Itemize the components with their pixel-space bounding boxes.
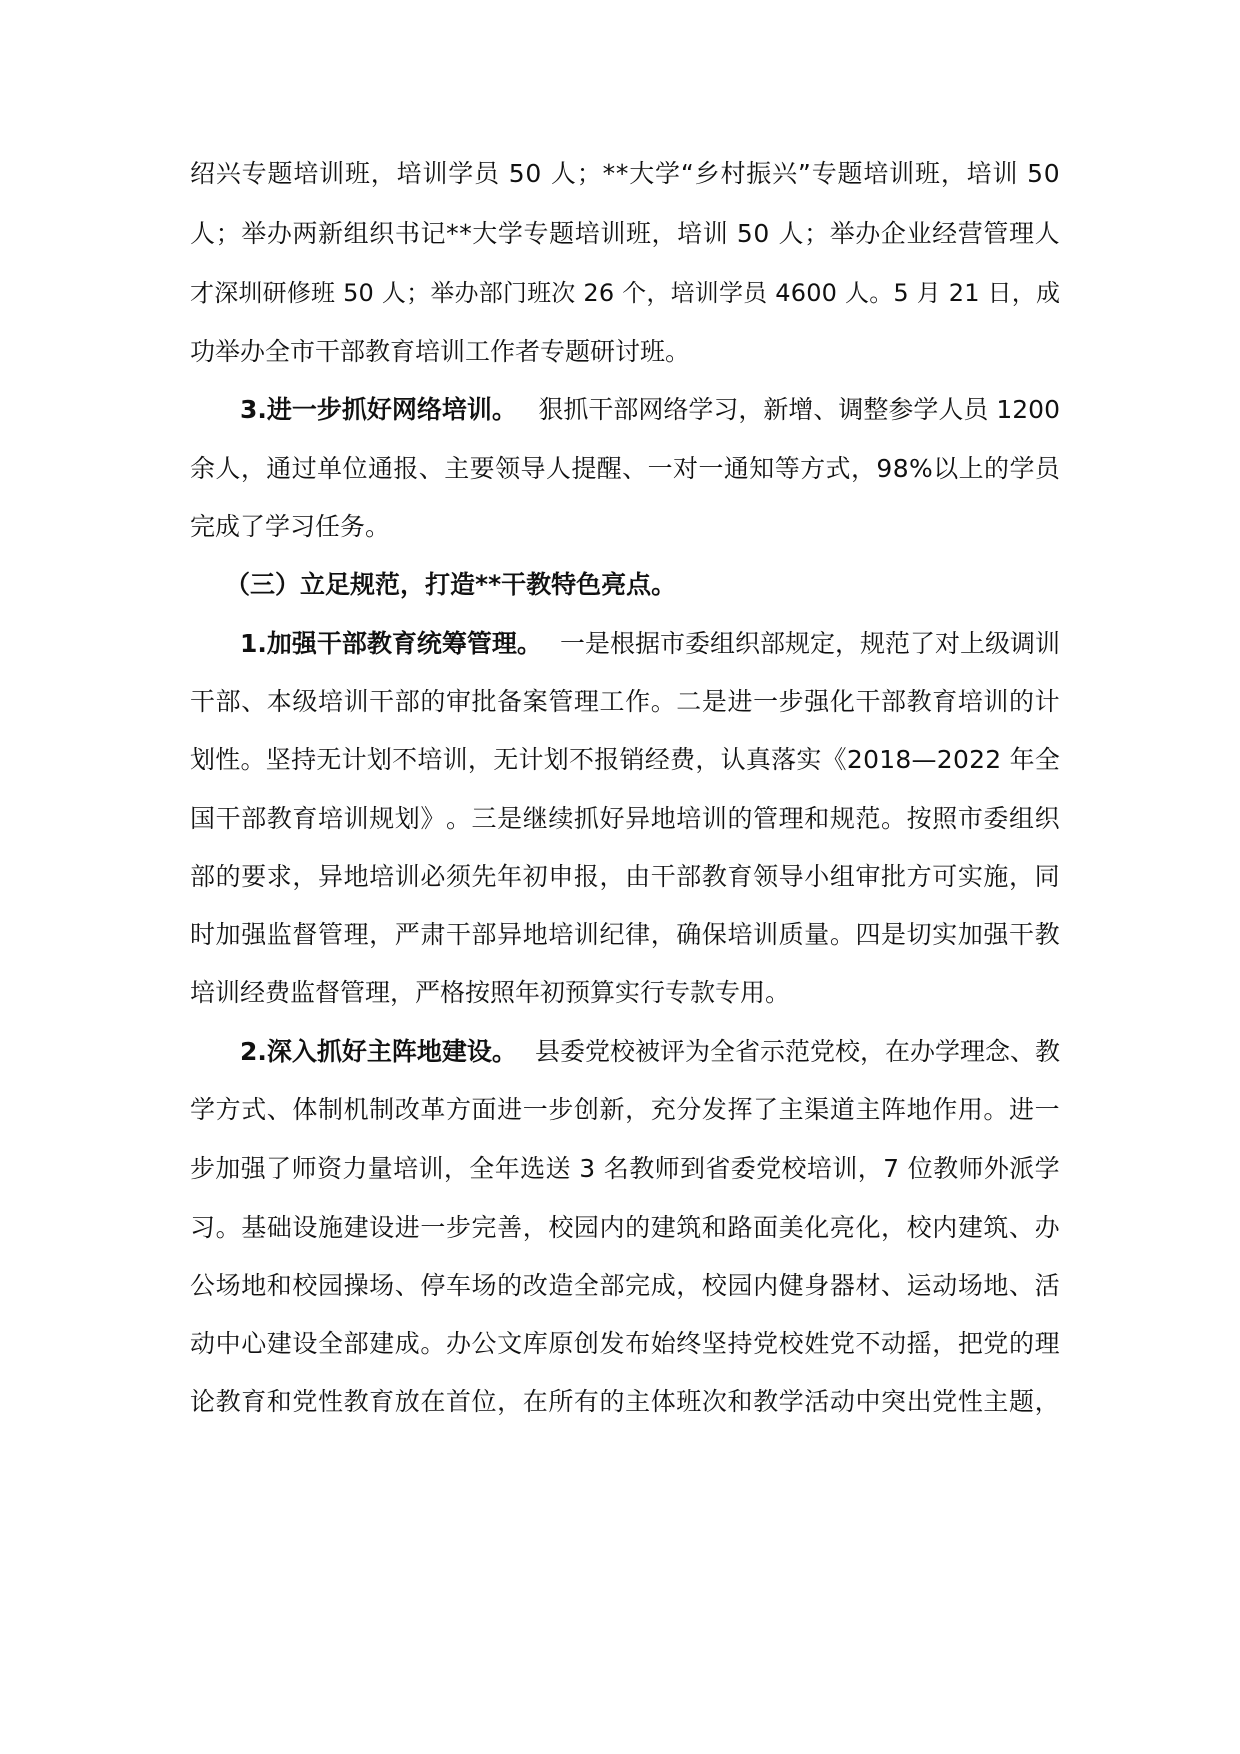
paragraph-line: 功举办全市干部教育培训工作者专题研讨班。 [190,337,691,366]
paragraph-line: 时 加 强 监 督 管 理 ， 严 肃 干 部 异 地 培 训 纪 律 ， 确 保 培 训 质 量 。 四 是 切 实 加 强 干 教 [190,920,1060,949]
paragraph-line: 步 加 强 了 师 资 力 量 培 训 ， 全 年 选 送 3 名 教 师 到 省 委 党 校 培 训 ， 7 位 教 师 外 派 学 [190,1154,1060,1183]
paragraph-line: 绍 兴 专 题 培 训 班 ， 培 训 学 员 5 0 人 ； * * 大 学 “ 乡 村 振 兴 ” 专 题 培 训 班 ， 培 训 5 0 [190,159,1060,188]
paragraph-line: 干 部 、 本 级 培 训 干 部 的 审 批 备 案 管 理 工 作 。 二 是 进 一 步 强 化 干 部 教 育 培 训 的 计 [190,687,1060,716]
paragraph-line: 余 人 ， 通 过 单 位 通 报 、 主 要 领 导 人 提 醒 、 一 对 一 通 知 等 方 式 ， 9 8 % 以 上 的 学 员 [190,454,1060,483]
paragraph-line: 学 方 式 、 体 制 机 制 改 革 方 面 进 一 步 创 新 ， 充 分 发 挥 了 主 渠 道 主 阵 地 作 用 。 进 一 [190,1095,1060,1124]
paragraph-line: 国 干 部 教 育 培 训 规 划 》 。 三 是 继 续 抓 好 异 地 培 训 的 管 理 和 规 范 。 按 照 市 委 组 织 [190,804,1060,833]
item-3-first-line [240,388,1060,432]
item-1-lead: 1.加强干部教育统筹管理。 [240,629,542,658]
paragraph-line: 划 性 。 坚 持 无 计 划 不 培 训 ， 无 计 划 不 报 销 经 费 ， 认 真 落 实 《 2 0 1 8 — 2 0 2 2 年 全 [190,745,1060,774]
item-3-line1-rest: 狠抓干部网络学习，新增、调整参学人员 1200 [538,395,1060,424]
paragraph-line: 论 教 育 和 党 性 教 育 放 在 首 位 ， 在 所 有 的 主 体 班 次 和 教 学 活 动 中 突 出 党 性 主 题 ， [190,1387,1060,1416]
item-1-line1-rest: 一是根据市委组织部规定，规范了对上级调训 [559,629,1060,658]
paragraph-line: 培训经费监督管理，严格按照年初预算实行专款专用。 [190,978,791,1007]
paragraph-line: 动 中 心 建 设 全 部 建 成 。 办 公 文 库 原 创 发 布 始 终 坚 持 党 校 姓 党 不 动 摇 ， 把 党 的 理 [190,1329,1060,1358]
paragraph-line: 完成了学习任务。 [190,512,391,541]
paragraph-line: 部 的 要 求 ， 异 地 培 训 必 须 先 年 初 申 报 ， 由 干 部 教 育 领 导 小 组 审 批 方 可 实 施 ， 同 [190,862,1060,891]
item-2-first-line [240,1030,1060,1074]
item-2-line1-rest: 县委党校被评为全省示范党校，在办学理念、教 [534,1037,1060,1066]
paragraph-line: 公 场 地 和 校 园 操 场 、 停 车 场 的 改 造 全 部 完 成 ， 校 园 内 健 身 器 材 、 运 动 场 地 、 活 [190,1271,1060,1300]
section-heading: （三）立足规范，打造**干教特色亮点。 [225,570,677,599]
paragraph-line: 人 ； 举 办 两 新 组 织 书 记 * * 大 学 专 题 培 训 班 ， 培 训 5 0 人 ； 举 办 企 业 经 营 管 理 人 [190,219,1060,248]
paragraph-line: 习 。 基 础 设 施 建 设 进 一 步 完 善 ， 校 园 内 的 建 筑 和 路 面 美 化 亮 化 ， 校 内 建 筑 、 办 [190,1213,1060,1242]
item-1-first-line [240,622,1060,666]
item-2-lead: 2.深入抓好主阵地建设。 [240,1037,517,1066]
item-3-lead: 3.进一步抓好网络培训。 [240,395,517,424]
paragraph-line: 才 深 圳 研 修 班 5 0 人 ； 举 办 部 门 班 次 2 6 个 ， 培 训 学 员 4 6 0 0 人 。 5 月 2 1 日 ， 成 [190,279,1060,307]
